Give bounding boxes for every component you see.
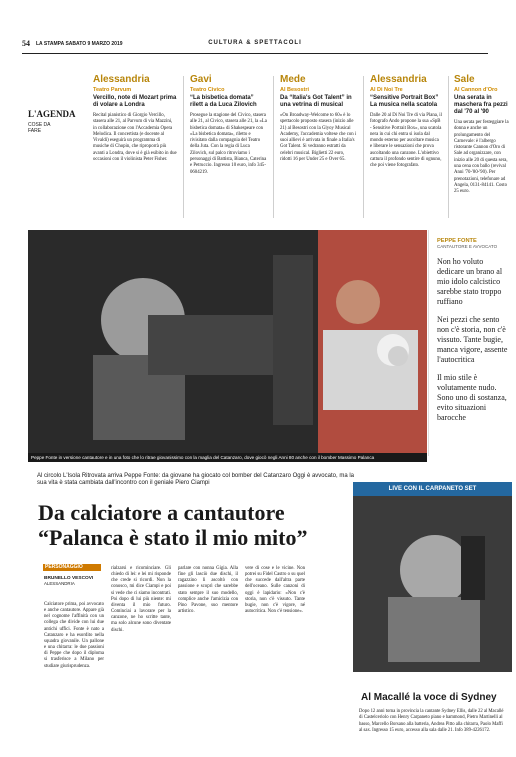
agenda-label-block xyxy=(28,109,84,134)
story-headline: Da calciatore a cantautore “Palanca è stato il mio mito” xyxy=(38,500,308,550)
agenda-text-2: Prosegue la stagione del Civico, stasera alle 21, al Civico, stasera alle 21, la «La bisbetica domata» di Shakespeare con «La bisbetica domata», riletto e rivisitato dalla compagnia del Teatro della Juta. Con la regia di Luca Zilovich, sul palco ritroviamo i personaggi di Battista, Bianca, Caterina e Petruccio. Ingresso 10 euro, info 345-0604219. xyxy=(190,113,267,175)
story-location: ALESSANDRIA xyxy=(44,581,75,586)
agenda-subtitle: COSE DA FARE xyxy=(28,122,51,134)
feature-photo xyxy=(28,230,427,456)
sidebar-role: CANTAUTORE E AVVOCATO xyxy=(437,244,498,249)
newspaper-masthead: LA STAMPA SABATO 9 MARZO 2019 xyxy=(36,41,123,47)
agenda-city-2: Gavi xyxy=(190,74,212,85)
story-column-1: Calciatore prima, poi avvocato e anche cantautore. Appare già nel cognome l'affinità con un collega che divide con lui due antichi uffici. Fonte è nato a Catanzaro e ha esordito nella squadra giovanile. Un pallone e una chitarra: le due passioni di Peppe che dopo il diploma si trasferisce a Milano per studiare giurisprudenza. xyxy=(44,602,104,669)
story-column-2: rialzarsi e ricominciare. Gli chiedo di lei: e lei mi risponde che crede si ricordi. Non la conosco, mi dice Ciampi e poi si vede che ci siamo incontrati. Poi dopo di lui più niente: mi diventa il mio futuro. Cominciai a lavorare per la canzone, ne ho scritte tante, ma solo alcune sono diventate dischi. xyxy=(111,566,171,633)
agenda-venue-5: Al Cannon d'Oro xyxy=(454,87,498,93)
agenda-headline-3: Da “Italia's Got Talent” in una vetrina di musical xyxy=(280,95,352,108)
agenda-city-5: Sale xyxy=(454,74,475,85)
page-header xyxy=(22,24,488,54)
divider-4 xyxy=(448,76,449,218)
sidebar-name: PEPPE FONTE xyxy=(437,238,477,244)
singer-photo xyxy=(353,482,512,672)
story-column-3: parlare con nonna Gigia. Alla fine gli lasciò due dischi, il ragazzino li ascoltò con passione e scoprì che sarebbe stato sempre il suo modello, complice anche l'amicizia con Pino Pavone, suo mentore artistico. xyxy=(178,566,238,615)
agenda-item-4 xyxy=(370,74,442,216)
agenda-text-5: Una serata per festeggiare la donna e anche un prolungamento del Carnevale: è l'albergo ristorante Cannon d'Oro di Sale ad organizzare, con inizio alle 20 di questa sera, una cena con ballo (revival Anni '70-'80-'90). Per prenotazioni, telefonare ad Angela, 0131-84141. Costo 25 euro. xyxy=(454,120,509,195)
agenda-text-1: Recital pianistico di Giorgio Vercillo, stasera alle 21, al Parvum di via Mazzini, in collaborazione con l'Accademia Opera Melodica. Il concertista (e docente al Vivaldi) eseguirà un programma di musiche di Chopin, che riproporrà più avanti a Londra, dove si è già esibito in due occasioni con il violinista Peter Fisher. xyxy=(93,113,177,163)
agenda-title: L'AGENDA xyxy=(28,109,76,119)
quote-sidebar xyxy=(428,230,516,456)
newspaper-page xyxy=(10,12,509,748)
agenda-venue-1: Teatro Parvum xyxy=(93,87,132,93)
page-number: 54 xyxy=(22,39,30,48)
event-banner: LIVE CON IL CARPANETO SET xyxy=(353,482,512,496)
divider-2 xyxy=(273,76,274,218)
sidebar-quote-1: Non ho voluto dedicare un brano al mio idolo calcistico sarebbe stato troppo ruffiano xyxy=(437,257,503,306)
sidebar-quote-3: Il mio stile è volutamente nudo. Sono uno di sostanza, evito situazioni barocche xyxy=(437,373,507,422)
agenda-venue-4: Al Di Noi Tre xyxy=(370,87,403,93)
story-author: BRUNELLO VESCOVI xyxy=(44,576,94,581)
agenda-headline-2: “La bisbetica domata” rilett a da Luca Zilovich xyxy=(190,95,257,108)
agenda-city-1: Alessandria xyxy=(93,74,150,85)
event-title: Al Macallé la voce di Sydney xyxy=(361,692,497,703)
agenda-headline-4: “Sensitive Portrait Box” La musica nella scatola xyxy=(370,95,439,108)
agenda-text-4: Dalle 20 al Di Noi Tre di via Plana, il fotografo Ando propone la sua «SpB - Sensitive Portrait Box», una scatola nera in cui chi entra si isola dal mondo esterno per ascoltare musica e liberare le sensazioni che prova ascoltando una canzone. L'obiettivo cattura il profondo sentire di ognuno, che poi viene fotografato. xyxy=(370,113,442,169)
section-title: CULTURA & SPETTACOLI xyxy=(208,40,302,46)
agenda-item-5 xyxy=(454,74,510,216)
divider-1 xyxy=(183,76,184,218)
story-column-4: vere di cose e le vicine. Non potrei su Fidel Castro o su quel che succede dall'altra parte dell'oceano. Sulle canzoni di oggi è lapidario: «Non c'è storia, non c'è vissuto. Tante bugie, non c'è vigore, né autocritica. Non c'è tensione». xyxy=(245,566,305,615)
event-text: Dopo 12 anni torna in provincia la cantante Sydney Ellis, dalle 22 al Macallé di Castelceriolo con Henry Carpaneto piano e hammond, Pietro Martinelli al basso, Marcello Borsano alla batteria, Andrea Pitto alla chitarra, Paolo Maffi al sax. Ingresso 15 euro, accesso alla sala dalle 21. Info 389-4226172. xyxy=(359,709,504,733)
agenda-item-1 xyxy=(93,74,177,216)
agenda-headline-1: Vercillo, note di Mozart prima di volare a Londra xyxy=(93,95,177,108)
event-photo xyxy=(353,482,512,672)
story-label: PERSONAGGIO xyxy=(43,564,101,571)
photo-caption: Peppe Fonte in versione cantautore e in una foto che lo ritrae giovanissimo con la maglia del Catanzaro, dove giocò negli Anni 80 anche con il bomber Massimo Palanca xyxy=(28,453,427,462)
agenda-venue-3: Al Besostri xyxy=(280,87,310,93)
agenda-item-3 xyxy=(280,74,357,216)
agenda-text-3: «On Broadway-Welcome to 60» è lo spettacolo proposto stasera (inizio alle 21) al Besostri con la Glyoy Musical Academy, l'accademia voltese che con i suoi allievi è arrivata in finale a Italia's Got Talent. Si vedranno estratti da celebri musical. Biglietti 22 euro, ridotti 16 per Under 25 e Over 65. xyxy=(280,113,357,163)
agenda-city-3: Mede xyxy=(280,74,306,85)
photo-illustration xyxy=(28,230,427,456)
agenda-venue-2: Teatro Civico xyxy=(190,87,225,93)
divider-3 xyxy=(363,76,364,218)
agenda-item-2 xyxy=(190,74,267,216)
agenda-headline-5: Una serata in maschera fra pezzi dal '70 al '90 xyxy=(454,95,508,115)
sidebar-quote-2: Nei pezzi che sento non c'è storia, non c'è vissuto. Tante bugie, manca vigore, assente l'autocritica xyxy=(437,315,508,364)
agenda-city-4: Alessandria xyxy=(370,74,427,85)
story-kicker: Al circolo L'Isola Ritrovata arriva Peppe Fonte: da giovane ha giocato col bomber del Catanzaro Oggi è avvocato, ma la sua vita è stata cambiata dall'incontro con il geniale Piero Ciampi xyxy=(37,473,354,486)
